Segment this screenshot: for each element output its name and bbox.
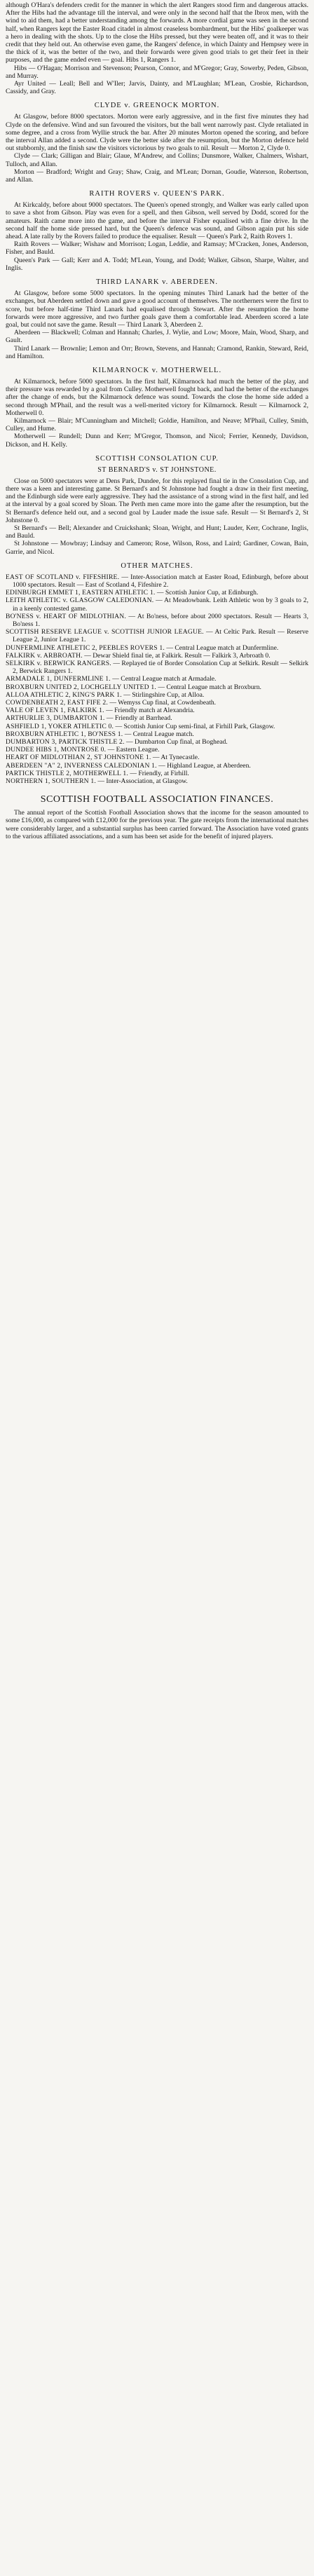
- section-heading: THIRD LANARK v. ABERDEEN.: [96, 278, 218, 287]
- match-fixture: HEART OF MIDLOTHIAN 2, ST JOHNSTONE 1.: [6, 754, 151, 762]
- match-detail: Scottish Junior Cup, at Edinburgh.: [165, 589, 259, 597]
- match-result: EAST OF SCOTLAND v. FIFESHIRE. — Inter-Association match at Easter Road, Edinburgh, before about 1000 spectators. Result — East of Scotland 4, Fifeshire 2.: [6, 573, 308, 589]
- match-result: PARTICK THISTLE 2, MOTHERWELL 1. — Friendly, at Firhill.: [6, 769, 189, 777]
- match-detail: Inter-Association match at Easter Road, Edinburgh, before about 1000 spectators. Result — East of Scotland 4, Fifeshire 2.: [13, 573, 308, 589]
- paragraph: Aberdeen — Blackwell; Colman and Hannah; Charles, J. Wylie, and Low; Moore, Main, Wood, Sharp, and Gault.: [6, 329, 308, 345]
- paragraph: At Glasgow, before some 5000 spectators. In the opening minutes Third Lanark had the better of the exchanges, but Aberdeen settled down and gave a good account of themselves. The northerners were the first to score, but before half-time Third Lanark had equalised through Stewart. After the resumption the home forwards were more aggressive, and two further goals gave them a comfortable lead. Aberdeen scored a late goal, but could not save the game. Result — Third Lanark 3, Aberdeen 2.: [6, 289, 308, 329]
- section-association-finances: [6, 793, 308, 840]
- match-fixture: EAST OF SCOTLAND v. FIFESHIRE.: [6, 573, 120, 581]
- paragraph: Motherwell — Rundell; Dunn and Kerr; M'Gregor, Thomson, and Nicol; Ferrier, Kennedy, Davidson, Dickson, and H. Kelly.: [6, 432, 308, 449]
- paragraph: Third Lanark — Brownlie; Lemon and Orr; Brown, Stevens, and Hannah; Cramond, Rankin, Steward, Reid, and Hamilton.: [6, 344, 308, 360]
- match-fixture: ARTHURLIE 3, DUMBARTON 1.: [6, 714, 105, 723]
- paragraph: although O'Hara's defenders credit for the manner in which the alert Rangers stood firm and dangerous attacks. After the Hibs had the advantage till the interval, and were only in the second half that the Ibrox men, with the wind to aid them, had a better understanding among the forwards. A more cordial game was seen in the second half, when Rangers kept the Easter Road citadel in almost ceaseless bombardment, but the Hibs' goalkeeper was a hero in dealing with the shots. Up to the close the Hibs pressed, but they were beaten off, and it was to their credit that they held out. An otherwise even game, the Rangers' defence, in which Dainty and Hempsey were in the thick of it, was the better of the two, and their forwards were given good trials to get their feet in their purposes, and the game ended even — goal. Hibs 1, Rangers 1.: [6, 1, 308, 64]
- section-kilmarnock: [6, 366, 308, 449]
- match-result: DUNFERMLINE ATHLETIC 2, PEEBLES ROVERS 1. — Central League match at Dunfermline.: [6, 643, 279, 652]
- section-heading: RAITH ROVERS v. QUEEN'S PARK.: [89, 190, 225, 198]
- paragraph: At Kirkcaldy, before about 9000 spectators. The Queen's opened strongly, and Walker was early called upon to save a shot from Gibson. Play was even for a spell, and then Gibson, well served by Dodd, scored for the amateurs. Raith came more into the game, and before the interval Fisher equalised with a fine drive. In the second half the home side pressed hard, but the Queen's defence was sound, and Gibson again put his side ahead. A late rally by the Rovers failed to produce the equaliser. Result — Queen's Park 2, Raith Rovers 1.: [6, 201, 308, 241]
- match-detail: Central League match at Dunfermline.: [175, 643, 279, 652]
- match-fixture: ALLOA ATHLETIC 2, KING'S PARK 1.: [6, 690, 122, 699]
- match-detail: At Bo'ness, before about 2000 spectators. Result — Hearts 3, Bo'ness 1.: [13, 612, 308, 628]
- match-result: SELKIRK v. BERWICK RANGERS. — Replayed tie of Border Consolation Cup at Selkirk. Result — Selkirk 2, Berwick Rangers 1.: [6, 660, 308, 676]
- match-fixture: COWDENBEATH 2, EAST FIFE 2.: [6, 699, 108, 707]
- match-result: FALKIRK v. ARBROATH. — Dewar Shield final tie, at Falkirk. Result — Falkirk 3, Arbroath 0.: [6, 651, 271, 660]
- paragraph: At Glasgow, before 8000 spectators. Morton were early aggressive, and in the first five minutes they had Clyde on the defensive. Wind and sun favoured the visitors, but the ball went narrowly past. Clyde retaliated in some degree, and a cross from Wyllie struck the bar. After 20 minutes Morton opened the scoring, and before the interval Allan added a second. Clyde were the better side after the resumption, but the Morton defence held out stubbornly, and the finish saw the visitors victorious by two goals to nil. Result — Morton 2, Clyde 0.: [6, 113, 308, 153]
- section-heading: SCOTTISH CONSOLATION CUP.: [95, 454, 219, 463]
- paragraph: St Bernard's — Bell; Alexander and Cruickshank; Sloan, Wright, and Hunt; Lauder, Kerr, Cochrane, Inglis, and Bauld.: [6, 524, 308, 540]
- section-clyde: [6, 101, 308, 184]
- paragraph: Clyde — Clark; Gilligan and Blair; Glaue, M'Andrew, and Collins; Dunsmore, Walker, Chalmers, Wishart, Tulloch, and Allan.: [6, 152, 308, 168]
- match-detail: Replayed tie of Border Consolation Cup at Selkirk. Result — Selkirk 2, Berwick Rangers 1.: [13, 660, 308, 676]
- match-detail: Friendly, at Firhill.: [138, 769, 189, 777]
- match-fixture: SELKIRK v. BERWICK RANGERS.: [6, 660, 111, 668]
- match-fixture: ASHFIELD 1, YOKER ATHLETIC 0.: [6, 722, 114, 730]
- match-fixture: ARMADALE 1, DUNFERMLINE 1.: [6, 675, 111, 683]
- match-result: DUMBARTON 3, PARTICK THISTLE 2. — Dumbarton Cup final, at Boghead.: [6, 738, 228, 747]
- match-result: VALE OF LEVEN 1, FALKIRK 1. — Friendly match at Alexandria.: [6, 707, 195, 715]
- paragraph: At Kilmarnock, before 5000 spectators. In the first half, Kilmarnock had much the better of the play, and their pressure was rewarded by a goal from Culley. Motherwell fought back, and had the better of the exchanges after the change of ends, but the Kilmarnock defence was sound. Towards the close the home side added a second through M'Phail, and the result was a well-merited victory for Kilmarnock. Result — Kilmarnock 2, Motherwell 0.: [6, 377, 308, 417]
- match-detail: At Meadowbank. Leith Athletic won by 3 goals to 2, in a keenly contested game.: [13, 597, 308, 613]
- match-fixture: DUNDEE HIBS 1, MONTROSE 0.: [6, 746, 107, 754]
- match-detail: Inter-Association, at Glasgow.: [106, 777, 188, 786]
- section-third-lanark: [6, 278, 308, 360]
- match-detail: Central League match at Broxburn.: [166, 683, 261, 691]
- match-result: NORTHERN 1, SOUTHERN 1. — Inter-Association, at Glasgow.: [6, 777, 188, 786]
- match-detail: At Tynecastle.: [161, 754, 200, 762]
- match-result: ARTHURLIE 3, DUMBARTON 1. — Friendly at Barrhead.: [6, 714, 172, 723]
- match-result: BROXBURN UNITED 2, LOCHGELLY UNITED 1. — Central League match at Broxburn.: [6, 683, 261, 691]
- match-detail: Central League match at Armadale.: [121, 675, 217, 683]
- match-detail: Wemyss Cup final, at Cowdenbeath.: [118, 699, 217, 707]
- match-detail: Dumbarton Cup final, at Boghead.: [134, 738, 228, 747]
- match-detail: Dewar Shield final tie, at Falkirk. Result — Falkirk 3, Arbroath 0.: [93, 651, 271, 660]
- paragraph: St Johnstone — Mowbray; Lindsay and Cameron; Rose, Wilson, Ross, and Laird; Gardiner, Cowan, Bain, Garrie, and Nicol.: [6, 540, 308, 556]
- match-fixture: BO'NESS v. HEART OF MIDLOTHIAN.: [6, 612, 127, 620]
- paragraph: Ayr United — Leall; Bell and W'Iler; Jarvis, Dainty, and M'Laughlan; M'Lean, Crosbie, Richardson, Cassidy, and Gray.: [6, 80, 308, 96]
- match-fixture: ABERDEEN "A" 2, INVERNESS CALEDONIAN 1.: [6, 761, 157, 770]
- match-detail: Highland League, at Aberdeen.: [167, 761, 251, 770]
- match-result: LEITH ATHLETIC v. GLASGOW CALEDONIAN. — At Meadowbank. Leith Athletic won by 3 goals to 2, in a keenly contested game.: [6, 597, 308, 613]
- match-detail: At Celtic Park. Result — Reserve League 2, Junior League 1.: [13, 628, 308, 644]
- match-result: ALLOA ATHLETIC 2, KING'S PARK 1. — Stirlingshire Cup, at Alloa.: [6, 690, 205, 699]
- match-fixture: NORTHERN 1, SOUTHERN 1.: [6, 777, 97, 786]
- paragraph: Raith Rovers — Walker; Wishaw and Morrison; Logan, Leddie, and Ramsay; M'Cracken, Jones, Anderson, Fisher, and Bauld.: [6, 240, 308, 257]
- match-detail: Friendly at Barrhead.: [114, 714, 172, 723]
- match-result: DUNDEE HIBS 1, MONTROSE 0. — Eastern League.: [6, 746, 160, 754]
- section-heading: CLYDE v. GREENOCK MORTON.: [94, 102, 220, 110]
- section-other-matches: [6, 561, 308, 785]
- section-heading: KILMARNOCK v. MOTHERWELL.: [92, 366, 222, 374]
- paragraph: The annual report of the Scottish Football Association shows that the income for the season amounted to some £16,000, as compared with £12,000 for the previous year. The gate receipts from the international matches were considerably larger, and a substantial surplus has been carried forward. The Association have voted grants to the various affiliated associations, and a sum has been set aside for the benefit of injured players.: [6, 809, 308, 840]
- match-result: COWDENBEATH 2, EAST FIFE 2. — Wemyss Cup final, at Cowdenbeath.: [6, 699, 217, 707]
- match-result: ABERDEEN "A" 2, INVERNESS CALEDONIAN 1. — Highland League, at Aberdeen.: [6, 761, 251, 770]
- match-fixture: PARTICK THISTLE 2, MOTHERWELL 1.: [6, 769, 128, 777]
- match-fixture: BROXBURN UNITED 2, LOCHGELLY UNITED 1.: [6, 683, 156, 691]
- section-subheading: ST BERNARD'S v. ST JOHNSTONE.: [97, 465, 217, 474]
- section-consolation: [6, 454, 308, 556]
- match-result: BROXBURN ATHLETIC 1, BO'NESS 1. — Central League match.: [6, 730, 194, 738]
- match-result: ASHFIELD 1, YOKER ATHLETIC 0. — Scottish Junior Cup semi-final, at Firhill Park, Glasgow.: [6, 722, 275, 730]
- section-raith: [6, 189, 308, 272]
- paragraph: Kilmarnock — Blair; M'Cunningham and Mitchell; Goldie, Hamilton, and Neave; M'Phail, Culley, Smith, Culley, and Hume.: [6, 416, 308, 433]
- match-detail: Eastern League.: [116, 746, 160, 754]
- paragraph: Hibs — O'Hagan; Morrison and Stevenson; Pearson, Connor, and M'Gregor; Gray, Sowerby, Peden, Gibson, and Murray.: [6, 64, 308, 80]
- match-fixture: DUMBARTON 3, PARTICK THISTLE 2.: [6, 738, 125, 747]
- match-result: BO'NESS v. HEART OF MIDLOTHIAN. — At Bo'ness, before about 2000 spectators. Result — Hearts 3, Bo'ness 1.: [6, 612, 308, 628]
- match-fixture: SCOTTISH RESERVE LEAGUE v. SCOTTISH JUNIOR LEAGUE.: [6, 628, 204, 636]
- match-detail: Stirlingshire Cup, at Alloa.: [132, 690, 205, 699]
- paragraph: Queen's Park — Gall; Kerr and A. Todd; M'Lean, Young, and Dodd; Walker, Gibson, Sharpe, Walter, and Inglis.: [6, 256, 308, 272]
- match-fixture: VALE OF LEVEN 1, FALKIRK 1.: [6, 707, 104, 715]
- match-fixture: EDINBURGH EMMET 1, EASTERN ATHLETIC 1.: [6, 589, 156, 597]
- match-result: ARMADALE 1, DUNFERMLINE 1. — Central League match at Armadale.: [6, 675, 217, 683]
- match-fixture: DUNFERMLINE ATHLETIC 2, PEEBLES ROVERS 1.: [6, 643, 165, 652]
- match-detail: Scottish Junior Cup semi-final, at Firhill Park, Glasgow.: [123, 722, 275, 730]
- match-fixture: BROXBURN ATHLETIC 1, BO'NESS 1.: [6, 730, 123, 738]
- section-heading: OTHER MATCHES.: [121, 561, 193, 570]
- match-result: SCOTTISH RESERVE LEAGUE v. SCOTTISH JUNIOR LEAGUE. — At Celtic Park. Result — Reserve League 2, Junior League 1.: [6, 628, 308, 644]
- match-fixture: FALKIRK v. ARBROATH.: [6, 651, 83, 660]
- match-fixture: LEITH ATHLETIC v. GLASGOW CALEDONIAN.: [6, 597, 154, 605]
- match-result: HEART OF MIDLOTHIAN 2, ST JOHNSTONE 1. — At Tynecastle.: [6, 754, 200, 762]
- section-heading: SCOTTISH FOOTBALL ASSOCIATION FINANCES.: [40, 794, 274, 805]
- section-intro: [6, 1, 308, 95]
- paragraph: Morton — Bradford; Wright and Gray; Shaw, Craig, and M'Lean; Dornan, Goudie, Waterson, Robertson, and Allan.: [6, 168, 308, 184]
- paragraph: Close on 5000 spectators were at Dens Park, Dundee, for this replayed final tie in the Consolation Cup, and there was a keen and interesting game. St Bernard's and St Johnstone had fought a draw in their first meeting, and the Edinburgh side were early aggressive. They had the assistance of a strong wind in the first half, and led at the interval by a goal scored by Sloan. The Perth men came more into the game after the resumption, but the St Bernard's defence held out, and a second goal by Lauder made the issue safe. Result — St Bernard's 2, St Johnstone 0.: [6, 477, 308, 524]
- match-detail: Friendly match at Alexandria.: [114, 707, 195, 715]
- match-detail: Central League match.: [132, 730, 194, 738]
- match-result: EDINBURGH EMMET 1, EASTERN ATHLETIC 1. — Scottish Junior Cup, at Edinburgh.: [6, 589, 259, 597]
